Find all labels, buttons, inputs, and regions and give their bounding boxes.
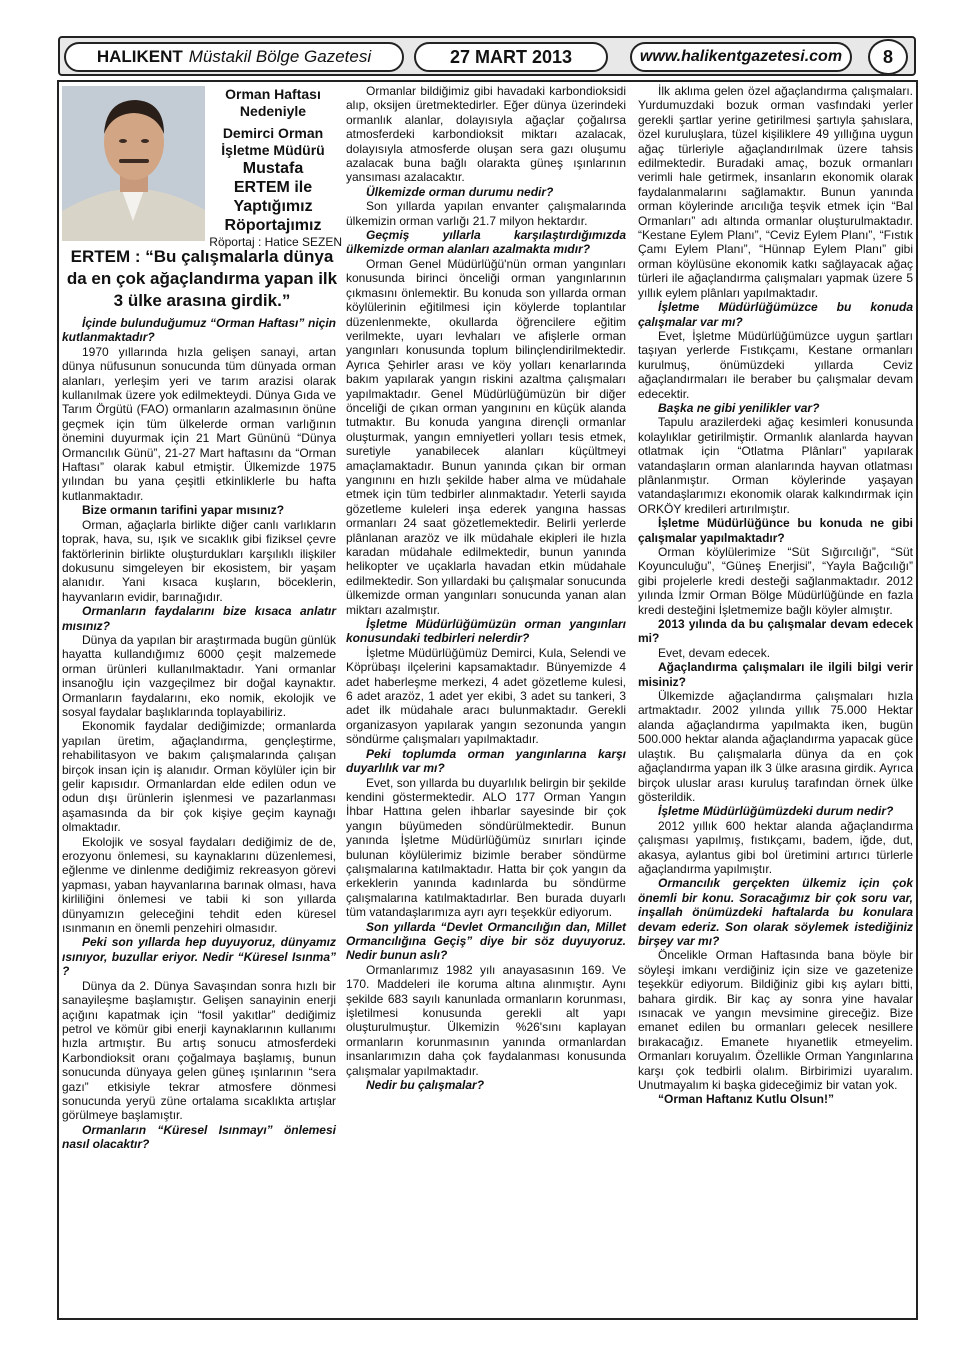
title-line: Demirci Orman	[222, 125, 324, 141]
question-heading: 2013 yılında da bu çalışmalar devam edecek mi?	[638, 617, 913, 646]
title-line: Yaptığımız	[233, 198, 313, 215]
byline: Röportaj : Hatice SEZEN	[209, 235, 342, 249]
question-heading: İçinde bulunduğumuz “Orman Haftası” niçin kutlanmaktadır?	[62, 316, 336, 345]
article-paragraph: Evet, devam edecek.	[658, 645, 771, 660]
column-2	[346, 84, 626, 1092]
question-heading: Ormanların “Küresel Isınmayı” önlemesi nasıl olacaktır?	[62, 1122, 336, 1152]
issue-date: 27 MART 2013	[414, 42, 608, 72]
article-paragraph: Dünya da 2. Dünya Savaşından sonra hızlı bir sanayileşme başlamıştır. Gelişen sanayinin enerji açığını kapatmak için “fosil yakıtlar” dediğimiz petrol ve kömür gibi enerji kaynaklarının kullanımı hızla artmıştır. Bu artış sonucu atmosferdeki Karbondioksit oranı çoğalmaya başlamış, bunun sonucunda dünyaya gelen güneş ışınlarının “sera gazı” etkisiyle tekrar atmosfere dönmesi sonucunda yeryü züne ortalama sıcaklıkta artışlar görülmeye başlamıştır.	[62, 978, 336, 1123]
title-line: Röportajımız	[224, 217, 322, 234]
article-paragraph: Ormanlar bildiğimiz gibi havadaki karbondioksidi alıp, oksijen üretmektedirler. Eğer dünya üzerindeki ormanlık alanlar, dolayısıyla ağaçlar çoğalırsa atmosferdeki karbondioksit miktarı azalacak, dolayısıyla atmosferde oluşan sera gazı oluşumu azalacak buna bağlı olarakta güneş ışınlarının yansıması azalacaktır.	[346, 84, 626, 185]
question-heading: Nedir bu çalışmalar?	[366, 1078, 485, 1093]
website-link[interactable]: www.halikentgazetesi.com	[630, 42, 852, 72]
question-heading: Ormanların faydalarını bize kısaca anlatır mısınız?	[62, 604, 336, 633]
paper-name: HALIKENT	[96, 47, 183, 66]
article-paragraph: Ülkemizde ağaçlandırma çalışmaları hızla artmaktadır. 2002 yılında yıllık 75.000 Hektar alanda ağaçlandırma yapılmakta iken, bugün 500.000 hektar alanda ağaçlandırma yapacak güce ulaştık. Bu çalışmalarla dünya da en çok ağaçlandırma yapan ilk 3 ülke arasına girdik. Ayrıca birçok uluslar arası kuruluş tarafından örnek ülke gösterildik.	[638, 689, 913, 804]
article-paragraph: İşletme Müdürlüğümüz Demirci, Kula, Selendi ve Köprübaşı ilçelerini kapsamaktadır. Bünyemizde 4 adet haberleşme merkezi, 4 adet gözetleme kulesi, 6 adet arazöz, 1 adet yer ekibi, 3 adet su tankeri, 3 adet ilk müdahale aracı bulunmaktadır. Gerekli organizasyon yapılarak yangın sezonunda yangın söndürme çalışmaları yapılmaktadır.	[346, 645, 626, 747]
article-paragraph: Orman köylülerimize “Süt Sığırcılığı”, “Süt Koyunculuğu”, “Güneş Enerjisi”, “Yayla Bağcılığı” gibi projelerle kredi desteği sağlanmaktadır. 2012 yılında İzmir Orman Bölge Müdürlüğünde en fazla kredi desteğini İşletmemize bağlı köyler almıştır.	[638, 545, 913, 617]
title-line: Nedeniyle	[239, 103, 307, 119]
article-paragraph: Dünya da yapılan bir araştırmada bugün günlük hayatta kullandığımız 6000 çeşit malzemede orman ürünleri kullanılmaktadır. Yani ormanlar insanoğlu için vazgeçilmez bir doğal kaynaktır. Ormanların faydalarını, eko nomik, ekolojik ve sosyal faydalar başlıklarında toplayabiliriz.	[62, 632, 336, 719]
question-heading: İşletme Müdürlüğümüzdeki durum nedir?	[658, 804, 894, 819]
question-heading: Başka ne gibi yenilikler var?	[658, 400, 820, 415]
article-paragraph: Evet, son yıllarda bu duyarlılık belirgin bir şekilde kendini göstermektedir. ALO 177 Orman Yangın İhbar Hattına gelen ihbarlar sayesinde bir çok yangın büyümeden söndürülmektedir. Bunun yanında İşletme Müdürlüğümüz sınırları içinde bulunan köylülerimiz bizimle beraber söndürme çalışmalarına katılmaktadır. Hatta bir çok yangın da erkeklerin yanında kadınlarda bu söndürme çalışmalarına katılmaktadırlar. Ben burada duyarlı tüm vatandaşlarımıza ayrı ayrı teşekkür ediyorum.	[346, 775, 626, 920]
question-heading: Geçmiş yıllarla karşılaştırdığımızda ülkemizde orman alanları azalmakta mıdır?	[346, 228, 626, 257]
page-number: 8	[868, 39, 908, 75]
headline: ERTEM : “Bu çalışmalarla dünya da en çok ağaçlandırma yapan ilk 3 ülke arasına girdik.”	[66, 247, 338, 310]
article-paragraph: 2012 yıllık 600 hektar alanda ağaçlandırma çalışması yapılmış, fıstıkçamı, badem, iğde, dut, akasya, aylantus gibi bol üretimini artırıcı türlerle ağaçlandırma yapılmıştır.	[638, 818, 913, 876]
article-paragraph: Ekonomik faydalar dediğimizde; ormanlarda yapılan üretim, ağaçlandırma, gençleştirme, rehabilitasyon ve bakım çalışmalarında çalışan birçok insan için iş alanıdır. Orman köylüler için bir gelir kapısıdır. Ormanlardan elde edilen odun ve odun dışı ürünlerin işlenmesi ve pazarlanması aşamasında da bir çok kişiye geçim kaynağı olmaktadır.	[62, 719, 336, 835]
question-heading: Son yıllarda “Devlet Ormancılığın dan, Millet Ormancılığına Geçiş” diye bir söz duyuyoruz. Nedir bunun aslı?	[346, 919, 626, 963]
column-3	[638, 84, 913, 1107]
interviewee-photo	[62, 86, 205, 241]
question-heading: Ormancılık gerçekten ülkemiz için çok önemli bir konu. Soracağımız bir çok soru var, inşallah önümüzdeki haftalarda bu konulara devam ederiz. Son olarak söylemek istediğiniz birşey var mı?	[638, 876, 913, 948]
article-paragraph: İlk aklıma gelen özel ağaçlandırma çalışmaları. Yurdumuzdaki bozuk orman vasfındaki yerler gerekli şartlar yerine getirilmesi şartıyla şahıslara, özel kuruluşlara, tüzel kişiliklere 49 yıllığına uygun ağaç türleriyle ağaçlandırılmak üzere tahsis edilmektedir. Buradaki amaç, bozuk ormanları verimli hale getirmek, insanların ekonomik olarak faydalanmalarını sağlamaktır. Bunun yanında orman köylerinde arıcılığa teşvik etmek için “Bal Ormanları” adı altında ormanlar oluşturulmaktadır. “Kestane Eylem Planı”, “Ceviz Eylem Planı”, “Fıstık Çamı Eylem Planı”, “Hünnap Eylem Planı” gibi orman köylüsüne ekonomik katkı sağlayacak ağaç türleri ile ağaçlandırma çalışmaları yapmak üzere 5 yıllık eylem plânları yapılmaktadır.	[638, 84, 913, 300]
article-paragraph: Orman, ağaçlarla birlikte diğer canlı varlıkların toprak, hava, su, ışık ve sıcaklık gibi fiziksel çevre faktörlerinin birlikte oluşturdukları karşılıklı ilişkiler dokusunu simgeleyen bir ekosistem, bir yaşam alanıdır. Yani kısaca kuşların, böceklerin, hayvanların evidir, barınağıdır.	[62, 517, 336, 604]
title-line: Orman Haftası	[225, 86, 321, 102]
article-paragraph: Orman Genel Müdürlüğü'nün orman yangınları konusunda birinci önceliği orman yangınlarının çıkmasını önlemektir. Bu konuda son yıllarda orman köylülerinin eğitilmesi için köylerde toplantılar düzenlenmekte, okullarda öğrencilere eğitim verilmekte, uyarı levhaları ve afişlerle orman yangınları konusunda toplum bilinçlendirilmektedir. Ayrıca Şehirler arası ve köy yolları kenarlarında bakım yapılarak yangın riskini azaltma çalışmaları yapılmaktadır. Genel Müdürlüğümüzün bir diğer önceliği de çıkan orman yangınını en küçük alanda tutmaktır. Bu konuda yangına dirençli ormanlar oluşturmak, yangın emniyetleri yolları tesis etmek, suretiyle yanabilecek alanları küçültmeyi amaçlamaktadır. Bunun yanında çıkan bir orman yangınını en hızlı şekilde haber alma ve müdahale etmek için tüm tedbirler alınmaktadır. Yeterli sayıda gözetleme kuleleri inşa ederek yangına hassas ormanları 24 saat gözetlemektedir. Belirli yerlerde plânlanan arazöz ve ilk müdahale ekipleri ile hızla karadan müdahale edilmektedir, bunun yanında helikopter ve uçaklarla havadan etkin müdahale edilmektedir. Son yıllardaki bu çalışmalar sonucunda ülkemizde orman yangınları sonucunda yanan alan miktarı azalmıştır.	[346, 256, 626, 617]
question-heading: İşletme Müdürlüğünce bu konuda ne gibi çalışmalar yapılmaktadır?	[638, 516, 913, 545]
paper-subtitle: Müstakil Bölge Gazetesi	[188, 47, 372, 66]
column-1	[62, 316, 336, 1152]
question-heading: Bize ormanın tarifini yapar mısınız?	[82, 503, 285, 518]
question-heading: Peki toplumda orman yangınlarına karşı duyarlılık var mı?	[346, 746, 626, 776]
question-heading: Ağaçlandırma çalışmaları ile ilgili bilgi verir misiniz?	[638, 660, 913, 689]
article-paragraph: Evet, İşletme Müdürlüğümüzce uygun şartları taşıyan yerlerde Fıstıkçamı, Kestane ormanları kurulmuş, önümüzdeki yıllarda Ceviz ağaçlandırmaları ile beraber bu çalışmalar devam edecektir.	[638, 328, 913, 401]
title-line: Mustafa	[242, 160, 304, 177]
article-paragraph: Son yıllarda yapılan envanter çalışmalarında ülkemizin orman varlığı 21.7 milyon hektardır.	[346, 199, 626, 228]
article-paragraph: Tapulu arazilerdeki ağaç kesimleri konusunda kolaylıklar getirilmiştir. Ormanlık alanlarda hayvan otlatmak için “Otlatma Plânları” yapılarak vatandaşların orman alanlarında hayvan otlatması plânlanmıştır. Orman köylerinde yaşayan vatandaşlarımızı ekonomik olarak kalkındırmak için ORKÖY kredileri artırılmıştır.	[638, 415, 913, 516]
title-line: ERTEM ile	[233, 179, 313, 196]
question-heading: “Orman Haftanız Kutlu Olsun!”	[658, 1092, 835, 1107]
article-paragraph: Öncelikle Orman Haftasında bana böyle bir söyleşi imkanı verdiğiniz için size ve gazetenize teşekkür ediyorum. Bildiğiniz gibi kış ayları bitti, bahara girdik. Bir kaç ay sonra yine havalar ısınacak ve yangın mevsimine gireceğiz. Bize emanet edilen bu ormanları gelecek nesillere bırakacağız. Emanete hıyanetlik etmeyelim. Ormanları koruyalım. Özellikle Orman Yangınlarına karşı çok tedbirli olalım. Birbirimizi uyaralım. Unutmayalım ki başka gideceğimiz bir vatan yok.	[638, 948, 913, 1093]
interview-title	[204, 86, 342, 249]
title-line: İşletme Müdürü	[221, 142, 325, 158]
question-heading: Ülkemizde orman durumu nedir?	[366, 184, 554, 199]
masthead	[64, 42, 404, 72]
question-heading: Peki son yıllarda hep duyuyoruz, dünyamız ısınıyor, buzullar eriyor. Nedir “Küresel Isınma” ?	[62, 935, 336, 979]
article-paragraph: 1970 yıllarında hızla gelişen sanayi, artan dünya nüfusunun sonucunda tüm dünyada orman alanları, yerleşim yeri ve tarım arazisi olarak kullanılmak üzere yok edilmekteydi. Dünya Gıda ve Tarım Örgütü (FAO) ormanların azalmasının önüne geçmek için tüm ülkelerde orman varlığının önemini duyurmak için 21 Mart Gününü “Dünya Ormancılık Günü”, 21-27 Mart haftasını da “Orman Haftası” olarak kabul etmiştir. Ülkemizde 1975 yılından bu yana çeşitli etkinliklerle bu hafta kutlanmaktadır.	[62, 344, 336, 503]
article-paragraph: Ekolojik ve sosyal faydaları dediğimiz de de, erozyonu önlemesi, su kaynaklarını düzenlemesi, eğlenme ve dinlenme dediğimiz rekreasyon görevi yapması, yaban hayvanlarına barınak olması, hava kirliliğini önlemesi ve tabii ki son yıllarda dünyamızın geleceğini tehdit eden küresel ısınmanın en önemli penzehiri olmasıdır.	[62, 834, 336, 936]
question-heading: İşletme Müdürlüğümüzce bu konuda çalışmalar var mı?	[638, 300, 913, 329]
article-paragraph: Ormanlarımız 1982 yılı anayasasının 169. Ve 170. Maddeleri ile koruma altına alınmıştır. Aynı şekilde 683 sayılı kanunlada ormanların korunması, işletilmesi konusunda gerekli alt yapı oluşturulmuştur. Ülkemizin %26'sını kaplayan ormanların korunmasının yanında ormanlardan insanlarımızın daha çok faydalanması konusunda çalışmalar yapılmaktadır.	[346, 962, 626, 1078]
question-heading: İşletme Müdürlüğümüzün orman yangınları konusundaki tedbirleri nelerdir?	[346, 617, 626, 646]
